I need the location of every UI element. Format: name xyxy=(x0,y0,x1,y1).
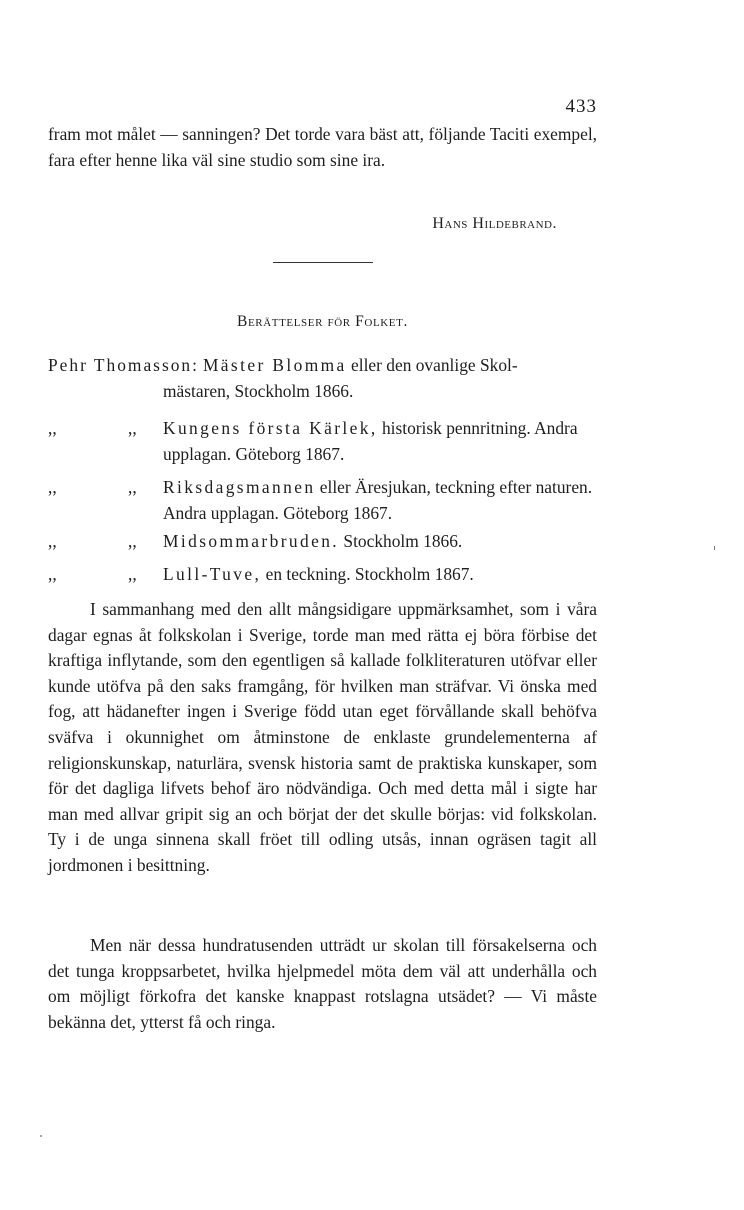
entry-author: Pehr Thomasson: xyxy=(48,355,199,375)
entry-title: Riksdagsmannen xyxy=(163,477,316,497)
entry-details: eller den ovanlige Skol- xyxy=(346,355,518,375)
bibliography-entry xyxy=(48,475,608,526)
ditto-mark: ,, xyxy=(48,477,57,497)
entry-details-continued: mästaren, Stockholm 1866. xyxy=(163,380,354,401)
page-number: 433 xyxy=(565,96,597,117)
section-title: Berättelser för Folket. xyxy=(237,313,408,330)
entry-title: Kungens första Kärlek, xyxy=(163,418,378,438)
entry-text xyxy=(163,562,598,588)
entry-text xyxy=(163,416,598,467)
bibliography-entry xyxy=(48,529,608,555)
entry-text xyxy=(48,353,597,404)
ditto-marks xyxy=(48,416,158,442)
entry-text xyxy=(163,529,598,555)
intro-paragraph: fram mot målet — sanningen? Det torde vara bäst att, följande Taciti exempel, fara efter henne lika väl sine studio som sine ira. xyxy=(48,124,597,170)
print-speck xyxy=(40,1135,42,1137)
ditto-mark: ,, xyxy=(128,531,137,551)
ditto-marks xyxy=(48,475,158,501)
ditto-mark: ,, xyxy=(48,531,57,551)
entry-details: historisk pennritning. Andra upplagan. Göteborg 1867. xyxy=(163,418,578,464)
ditto-mark: ,, xyxy=(128,564,137,584)
author-signature: Hans Hildebrand. xyxy=(432,215,557,232)
ditto-mark: ,, xyxy=(128,418,137,438)
body-paragraph: I sammanhang med den allt mångsidigare uppmärksamhet, som i våra dagar egnas åt folkskolan i Sverige, torde man med rätta ej böra förbise det kraftiga inflytande, som den egentligen så kallade folkliteraturen utöfvar eller kunde utöfva på den saks framgång, för hvilken man sträfvar. Vi önska med fog, att hädanefter ingen i Sverige född utan eget förvållande skall behöfva sväfva i okunnighet om åtminstone de enklaste grundelementerna af religionskunskap, naturlära, svensk historia samt de praktiska kunskaper, som för det dagliga lifvets behof äro nödvändiga. Och med detta mål i sigte har man med allvar gripit sig an och börjat der det skulle börjas: vid folkskolan. Ty i de unga sinnena skall fröet till odling utsås, innan ogräsen tagit all jordmonen i besittning. xyxy=(48,599,597,875)
bibliography-entry xyxy=(48,562,608,588)
ditto-marks xyxy=(48,529,158,555)
ditto-mark: ,, xyxy=(48,418,57,438)
section-divider xyxy=(273,262,373,263)
ditto-mark: ,, xyxy=(128,477,137,497)
entry-details: eller Äresjukan, teckning efter naturen. Andra upplagan. Göteborg 1867. xyxy=(163,477,593,523)
entry-text xyxy=(163,475,598,526)
ditto-marks xyxy=(48,562,158,588)
entry-title: Lull-Tuve, xyxy=(163,564,262,584)
bibliography-entry xyxy=(48,353,608,404)
body-paragraph: Men när dessa hundratusenden utträdt ur skolan till försakelserna och det tunga kroppsarbetet, hvilka hjelpmedel möta dem väl att underhålla och om möjligt förkofra det kanske knappast rotslagna utsädet? — Vi måste bekänna det, ytterst få och ringa. xyxy=(48,935,597,1032)
entry-details: Stockholm 1866. xyxy=(339,531,463,551)
entry-details: en teckning. Stockholm 1867. xyxy=(261,564,474,584)
ditto-mark: ,, xyxy=(48,564,57,584)
entry-title: Midsommarbruden. xyxy=(163,531,340,551)
print-speck xyxy=(714,546,715,550)
bibliography-entry xyxy=(48,416,608,467)
entry-title: Mäster Blomma xyxy=(202,355,347,375)
